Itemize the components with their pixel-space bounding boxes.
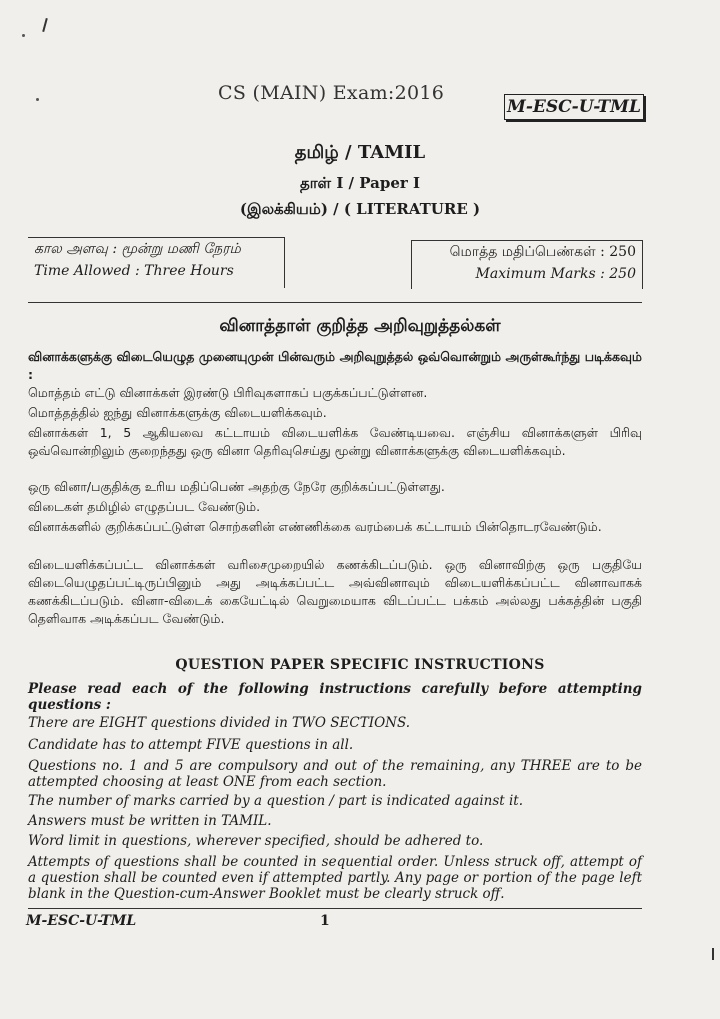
tamil-instruction-item: விடையளிக்கப்பட்ட வினாக்கள் வரிசைமுறையில் கணக்கிடப்படும். ஒரு வினாவிற்கு ஒரு பகுதியே விடையெழுதப்பட்டிருப்பினும் அது அடிக்கப்பட்ட அவ்வினாவும் விடையளிக்கப்பட்ட வினாவாகக் கணக்கிடப்படும். வினா-விடைக் கையேட்டில் வெறுமையாக விடப்பட்ட பக்கம் அல்லது பக்கத்தின் பகுதி தெளிவாக அடிக்கப்பட வேண்டும். (28, 557, 642, 626)
page-number: 1 (320, 913, 330, 929)
marks-english: Maximum Marks : 250 (475, 266, 636, 282)
tamil-instructions-heading: வினாத்தாள் குறித்த அறிவுறுத்தல்கள் (219, 316, 501, 336)
tamil-instruction-item: ஒரு வினா/பகுதிக்கு உரிய மதிப்பெண் அதற்கு நேரே குறிக்கப்பட்டுள்ளது. (28, 479, 445, 494)
exam-title: CS (MAIN) Exam:2016 (218, 82, 445, 104)
scan-mark (22, 34, 25, 37)
tamil-instruction-item: வினாக்களில் குறிக்கப்பட்டுள்ள சொற்களின் எண்ணிக்கை வரம்பைக் கட்டாயம் பின்தொடரவேண்டும். (28, 519, 602, 534)
max-marks-box (411, 240, 643, 289)
scan-mark (36, 98, 39, 101)
paper-code-box: M-ESC-U-TML (504, 94, 644, 120)
tamil-instruction-item: வினாக்கள் 1, 5 ஆகியவை கட்டாயம் விடையளிக்க வேண்டியவை. எஞ்சிய வினாக்களுள் பிரிவு ஒவ்வொன்றிலும் குறைந்தது ஒரு வினா தெரிவுசெய்து மூன்று வினாக்களுக்கு விடையளிக்கவும். (28, 425, 642, 458)
marks-tamil: மொத்த மதிப்பெண்கள் : 250 (449, 244, 636, 260)
footer-paper-code: M-ESC-U-TML (26, 913, 137, 929)
scan-mark (712, 948, 714, 960)
paper-subtitle: (இலக்கியம்) / ( LITERATURE ) (239, 200, 481, 218)
tamil-instruction-item: மொத்தம் எட்டு வினாக்கள் இரண்டு பிரிவுகளாகப் பகுக்கப்பட்டுள்ளன. (28, 385, 428, 400)
time-english: Time Allowed : Three Hours (34, 263, 234, 279)
paper-number: தாள் I / Paper I (299, 174, 421, 192)
tamil-intro: வினாக்களுக்கு விடையெழுத முனையுமுன் பின்வரும் அறிவுறுத்தல் ஒவ்வொன்றும் அருள்கூர்ந்து படிக்கவும் : (28, 349, 642, 382)
time-allowed-box (28, 237, 285, 288)
english-instruction-item: Word limit in questions, wherever specified, should be adhered to. (28, 833, 484, 849)
subject-title: தமிழ் / TAMIL (294, 142, 426, 163)
english-instruction-item: The number of marks carried by a question / part is indicated against it. (28, 793, 524, 809)
english-instruction-item: There are EIGHT questions divided in TWO SECTIONS. (28, 715, 411, 731)
time-tamil: கால அளவு : மூன்று மணி நேரம் (34, 241, 241, 257)
english-intro: Please read each of the following instructions carefully before attempting questions : (28, 681, 642, 713)
english-instruction-item: Candidate has to attempt FIVE questions in all. (28, 737, 354, 753)
footer-divider (28, 908, 642, 909)
english-instructions-heading: QUESTION PAPER SPECIFIC INSTRUCTIONS (175, 657, 545, 673)
scan-mark (42, 18, 48, 32)
english-instruction-item: Questions no. 1 and 5 are compulsory and out of the remaining, any THREE are to be attempted choosing at least ONE from each section. (28, 758, 642, 790)
english-instruction-item: Answers must be written in TAMIL. (28, 813, 272, 829)
tamil-instruction-item: விடைகள் தமிழில் எழுதப்பட வேண்டும். (28, 499, 261, 514)
divider (28, 302, 642, 303)
tamil-instruction-item: மொத்தத்தில் ஐந்து வினாக்களுக்கு விடையளிக்கவும். (28, 405, 327, 420)
english-instruction-item: Attempts of questions shall be counted in sequential order. Unless struck off, attempt of a question shall be counted even if attempted partly. Any page or portion of the page left blank in the Question-cum-Answer Booklet must be clearly struck off. (28, 854, 642, 902)
